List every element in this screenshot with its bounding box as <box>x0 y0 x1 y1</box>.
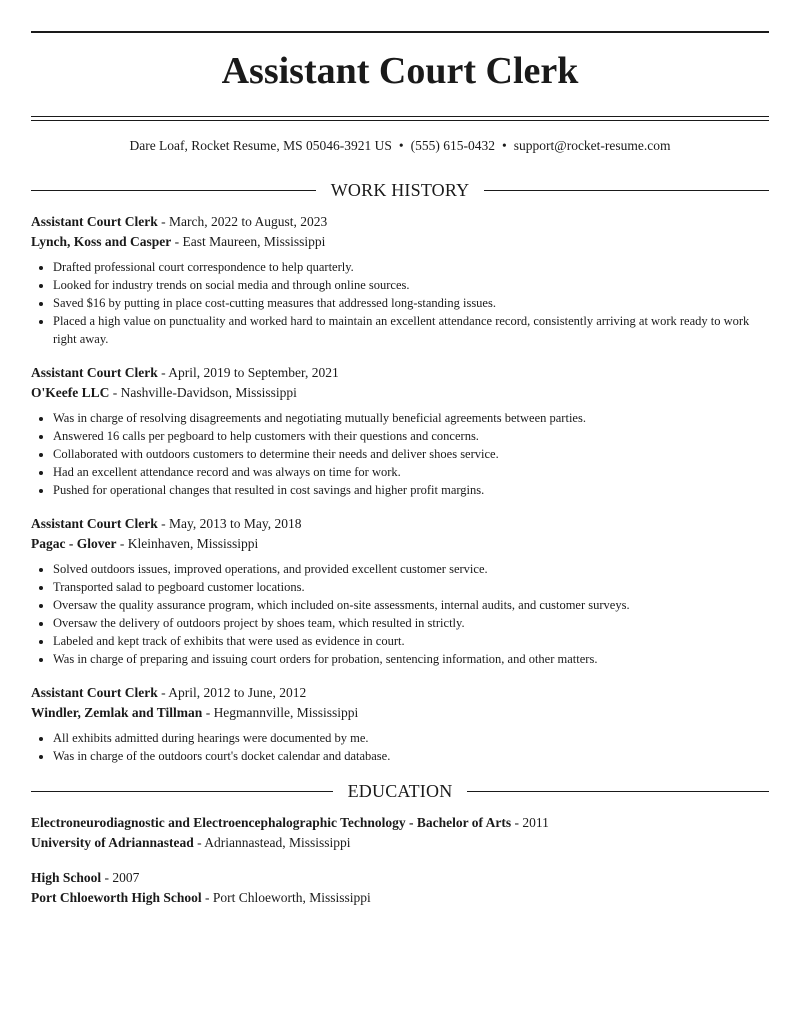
job-bullet-item: • Answered 16 calls per pegboard to help customers with their questions and concerns. <box>53 427 769 445</box>
job-bullets <box>31 409 769 499</box>
job-list <box>31 212 769 765</box>
job-title-row: Assistant Court Clerk - April, 2019 to September, 2021 <box>31 365 339 380</box>
job-company-row: Pagac - Glover - Kleinhaven, Mississippi <box>31 536 259 551</box>
education-school: University of Adriannastead <box>31 835 194 850</box>
job-title: Assistant Court Clerk <box>31 365 158 380</box>
education-degree-row: High School - 2007 <box>31 870 140 885</box>
job-bullet-item: • Transported salad to pegboard customer locations. <box>53 578 769 596</box>
job-bullet-item: • Had an excellent attendance record and was always on time for work. <box>53 463 769 481</box>
title-double-rule <box>31 116 769 121</box>
heading-rule-right <box>467 791 769 792</box>
job-title: Assistant Court Clerk <box>31 685 158 700</box>
job-company: O'Keefe LLC <box>31 385 110 400</box>
resume-page <box>31 0 769 908</box>
job-title: Assistant Court Clerk <box>31 214 158 229</box>
heading-rule-left <box>31 190 316 191</box>
education-heading <box>31 779 769 803</box>
job-company-row: Lynch, Koss and Casper - East Maureen, Mississippi <box>31 234 326 249</box>
education-school-row: Port Chloeworth High School - Port Chloeworth, Mississippi <box>31 890 371 905</box>
job-entry <box>31 683 769 765</box>
job-location: Kleinhaven, Mississippi <box>127 536 259 551</box>
job-bullets <box>31 258 769 348</box>
contact-separator: • <box>502 138 507 153</box>
job-bullet-item: • Collaborated with outdoors customers to determine their needs and deliver shoes service. <box>53 445 769 463</box>
job-entry <box>31 514 769 668</box>
job-company: Lynch, Koss and Casper <box>31 234 172 249</box>
job-bullet-item: • Looked for industry trends on social media and through online sources. <box>53 276 769 294</box>
contact-phone: (555) 615-0432 <box>410 138 496 153</box>
job-bullet-item: • Was in charge of the outdoors court's docket calendar and database. <box>53 747 769 765</box>
contact-email: support@rocket-resume.com <box>513 138 671 153</box>
job-bullet-item: • Saved $16 by putting in place cost-cutting measures that addressed long-standing issues. <box>53 294 769 312</box>
job-bullets <box>31 729 769 765</box>
job-company: Windler, Zemlak and Tillman <box>31 705 203 720</box>
job-bullet-item: • All exhibits admitted during hearings were documented by me. <box>53 729 769 747</box>
education-degree: High School <box>31 870 102 885</box>
job-bullet-item: • Pushed for operational changes that resulted in cost savings and higher profit margins. <box>53 481 769 499</box>
contact-address: Dare Loaf, Rocket Resume, MS 05046-3921 US <box>129 138 392 153</box>
job-location: East Maureen, Mississippi <box>182 234 326 249</box>
job-title-row: Assistant Court Clerk - March, 2022 to August, 2023 <box>31 214 328 229</box>
job-title-row: Assistant Court Clerk - April, 2012 to June, 2012 <box>31 685 307 700</box>
education-entry <box>31 813 769 853</box>
job-dates: May, 2013 to May, 2018 <box>169 516 302 531</box>
job-dates: March, 2022 to August, 2023 <box>169 214 328 229</box>
contact-separator: • <box>398 138 404 153</box>
job-company: Pagac - Glover <box>31 536 117 551</box>
job-title: Assistant Court Clerk <box>31 516 158 531</box>
job-dates: April, 2012 to June, 2012 <box>168 685 307 700</box>
job-entry <box>31 363 769 499</box>
heading-rule-left <box>31 791 333 792</box>
job-bullet-item: • Oversaw the delivery of outdoors project by shoes team, which resulted in strictly. <box>53 614 769 632</box>
heading-rule-right <box>484 190 769 191</box>
job-bullet-item: • Was in charge of resolving disagreements and negotiating mutually beneficial agreements between parties. <box>53 409 769 427</box>
education-year: 2007 <box>112 870 140 885</box>
job-location: Hegmannville, Mississippi <box>213 705 359 720</box>
education-list <box>31 813 769 908</box>
resume-title: Assistant Court Clerk <box>221 50 579 92</box>
education-degree-row: Electroneurodiagnostic and Electroencephalographic Technology - Bachelor of Arts - 2011 <box>31 815 549 830</box>
section-title: WORK HISTORY <box>330 179 470 200</box>
job-bullet-item: • Labeled and kept track of exhibits that were used as evidence in court. <box>53 632 769 650</box>
job-title-row: Assistant Court Clerk - May, 2013 to May, 2018 <box>31 516 302 531</box>
job-dates: April, 2019 to September, 2021 <box>168 365 339 380</box>
section-title: EDUCATION <box>347 780 453 801</box>
education-school: Port Chloeworth High School <box>31 890 202 905</box>
job-bullet-item: • Oversaw the quality assurance program, which included on-site assessments, internal audits, and customer surveys. <box>53 596 769 614</box>
job-location: Nashville-Davidson, Mississippi <box>120 385 297 400</box>
job-bullet-item: • Drafted professional court correspondence to help quarterly. <box>53 258 769 276</box>
education-entry <box>31 868 769 908</box>
job-bullets <box>31 560 769 668</box>
top-rule <box>31 31 769 33</box>
education-degree: Electroneurodiagnostic and Electroencephalographic Technology - Bachelor of Arts <box>31 815 512 830</box>
job-bullet-item: • Solved outdoors issues, improved operations, and provided excellent customer service. <box>53 560 769 578</box>
job-entry <box>31 212 769 348</box>
job-bullet-item: • Placed a high value on punctuality and worked hard to maintain an excellent attendance record, consistently arriving at work ready to work right away. <box>53 312 769 348</box>
education-year: 2011 <box>522 815 549 830</box>
job-company-row: Windler, Zemlak and Tillman - Hegmannville, Mississippi <box>31 705 359 720</box>
education-school-row: University of Adriannastead - Adriannastead, Mississippi <box>31 835 351 850</box>
contact-line <box>31 138 769 158</box>
education-location: Adriannastead, Mississippi <box>204 835 351 850</box>
education-location: Port Chloeworth, Mississippi <box>212 890 371 905</box>
job-company-row: O'Keefe LLC - Nashville-Davidson, Mississippi <box>31 385 297 400</box>
job-bullet-item: • Was in charge of preparing and issuing court orders for probation, sentencing information, and other matters. <box>53 650 769 668</box>
work-history-heading <box>31 178 769 202</box>
